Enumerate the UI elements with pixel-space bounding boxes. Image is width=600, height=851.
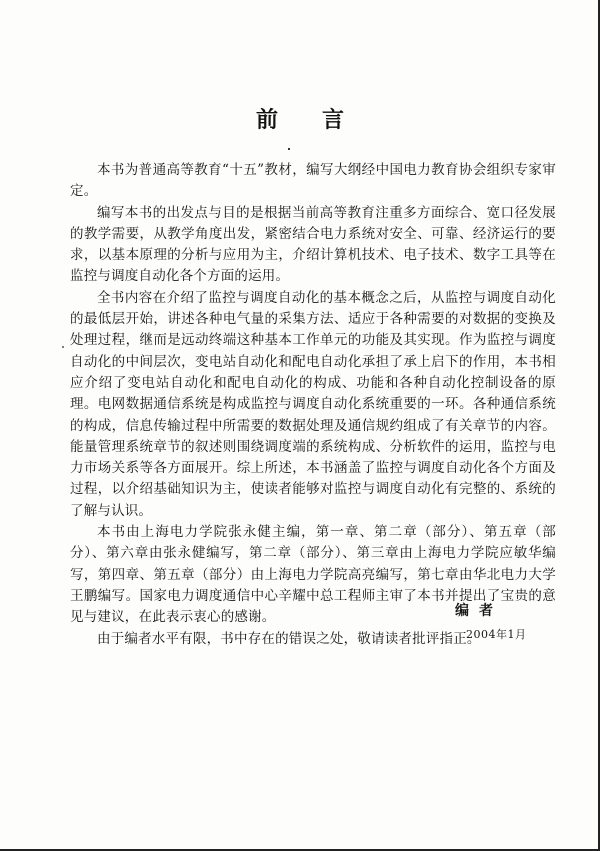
scan-speck xyxy=(288,148,290,150)
paragraph-2: 编写本书的出发点与目的是根据当前高等教育注重多方面综合、宽口径发展的教学需要，从教学角度出发，紧密结合电力系统对安全、可靠、经济运行的要求，以基本原理的分析与应用为主，介绍计算机技术、电子技术、数字工具等在监控与调度自动化各个方面的运用。 xyxy=(70,204,556,285)
paragraph-4: 本书由上海电力学院张永健主编，第一章、第二章（部分）、第五章（部分）、第六章由张永健编写，第二章（部分）、第三章由上海电力学院应敏华编写，第四章、第五章（部分）由上海电力学院高亮编写，第七章由华北电力大学王鹏编写。国家电力调度通信中心辛耀中总工程师主审了本书并提出了宝贵的意见与建议，在此表示衷心的感谢。 xyxy=(70,524,556,626)
paragraph-1: 本书为普通高等教育“十五”教材，编写大纲经中国电力教育协会组织专家审定。 xyxy=(70,162,556,200)
paragraph-3: 全书内容在介绍了监控与调度自动化的基本概念之后，从监控与调度自动化的最低层开始，讲述各种电气量的采集方法、适应于各种需要的对数据的变换及处理过程，继而是远动终端这种基本工作单元的功能及其实现。作为监控与调度自动化的中间层次，变电站自动化和配电自动化承担了承上启下的作用，本书相应介绍了变电站自动化和配电自动化的构成、功能和各种自动化控制设备的原理。电网数据通信系统是构成监控与调度自动化系统重要的一环。各种通信系统的构成，信息传输过程中所需要的数据处理及通信规约组成了有关章节的内容。能量管理系统章节的叙述则围绕调度端的系统构成、分析软件的运用，监控与电力市场关系等各方面展开。综上所述，本书涵盖了监控与调度自动化各个方面及过程，以介绍基础知识为主，使读者能够对监控与调度自动化有完整的、系统的了解与认识。 xyxy=(70,289,556,519)
scan-speck xyxy=(62,346,64,348)
preface-body xyxy=(70,160,556,650)
paragraph-5: 由于编者水平有限，书中存在的错误之处，敬请读者批评指正。 xyxy=(97,630,481,647)
page-title: 前言 xyxy=(255,107,388,133)
preface-date: 2004年1月 xyxy=(466,628,527,641)
author-signature: 编者 xyxy=(455,603,503,619)
